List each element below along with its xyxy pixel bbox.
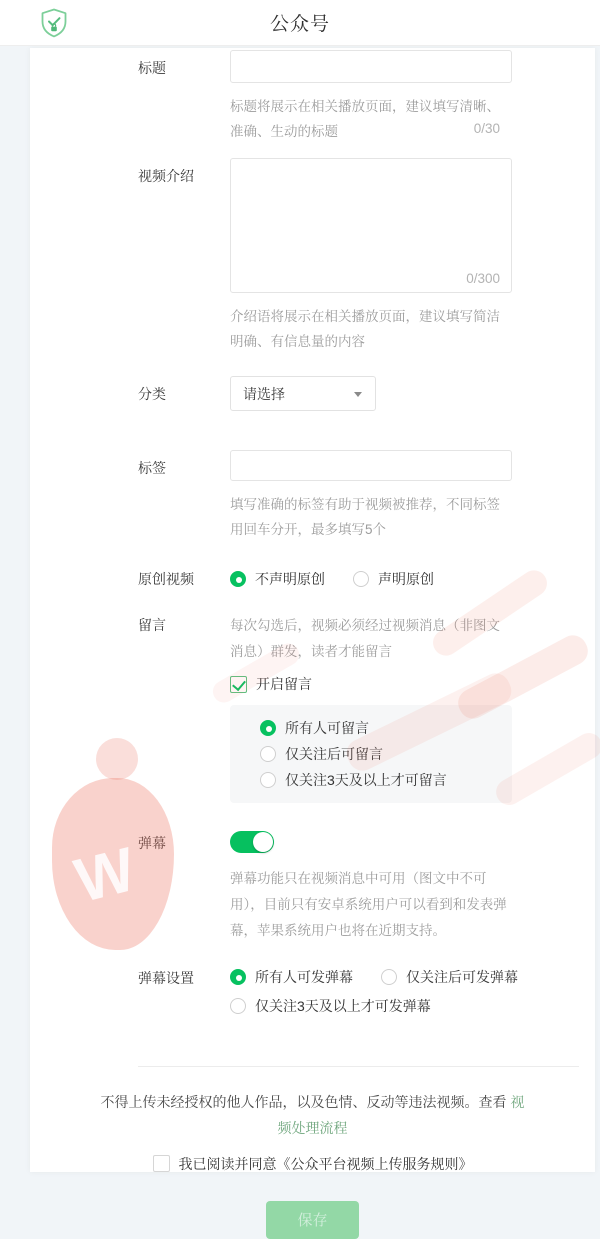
- danmaku-toggle[interactable]: [230, 831, 274, 853]
- original-label: 原创视频: [138, 571, 194, 587]
- radio-comment-followers-3days[interactable]: [260, 770, 512, 790]
- radio-declare-original[interactable]: [353, 568, 434, 589]
- agreement-checkbox[interactable]: [153, 1154, 473, 1174]
- radio-label: 所有人可留言: [285, 719, 369, 736]
- watermark-letter: W: [68, 834, 143, 917]
- enable-comment-checkbox[interactable]: [230, 674, 312, 694]
- tags-row: [30, 450, 595, 542]
- radio-unselected-icon: [353, 571, 369, 587]
- radio-label: 不声明原创: [255, 570, 325, 587]
- comment-row: [30, 613, 595, 803]
- toggle-knob: [253, 832, 273, 852]
- radio-label: 仅关注后可留言: [285, 745, 383, 762]
- agreement-label: 我已阅读并同意《公众平台视频上传服务规则》: [178, 1155, 473, 1172]
- radio-unselected-icon: [260, 772, 276, 788]
- danmaku-row: [30, 829, 595, 944]
- checkbox-label: 开启留言: [256, 676, 312, 692]
- original-row: [30, 568, 595, 589]
- divider: [138, 1066, 579, 1067]
- radio-unselected-icon: [230, 998, 246, 1014]
- radio-no-original[interactable]: [230, 568, 325, 589]
- radio-label: 仅关注后可发弹幕: [406, 968, 518, 985]
- intro-counter: 0/300: [466, 271, 500, 286]
- radio-danmaku-followers-3days[interactable]: [230, 996, 431, 1016]
- category-label: 分类: [138, 386, 166, 402]
- radio-selected-icon: [230, 969, 246, 985]
- tags-label: 标签: [138, 460, 166, 476]
- radio-label: 声明原创: [378, 570, 434, 587]
- video-process-link[interactable]: 视频处理流程: [277, 1093, 525, 1136]
- category-select-value: 请选择: [243, 385, 285, 402]
- form-card: [30, 48, 595, 1229]
- title-row: [30, 50, 595, 144]
- title-help: 标题将展示在相关播放页面，建议填写清晰、准确、生动的标题: [230, 99, 500, 139]
- radio-comment-everyone[interactable]: [260, 718, 512, 738]
- radio-comment-followers[interactable]: [260, 744, 512, 764]
- radio-danmaku-everyone[interactable]: [230, 967, 353, 987]
- radio-unselected-icon: [381, 969, 397, 985]
- comment-help: 每次勾选后，视频必须经过视频消息（非图文消息）群发，读者才能留言: [230, 618, 500, 659]
- intro-label: 视频介绍: [138, 168, 194, 184]
- chevron-down-icon: [354, 392, 362, 397]
- shield-check-icon: [40, 8, 68, 38]
- header: [0, 0, 600, 46]
- radio-label: 所有人可发弹幕: [255, 968, 353, 985]
- tags-input[interactable]: [230, 450, 512, 481]
- comment-permission-group: [230, 705, 512, 803]
- danmaku-settings-row: [30, 959, 595, 1016]
- notice-text: 不得上传未经授权的他人作品，以及色情、反动等违法视频。查看: [100, 1093, 511, 1110]
- title-counter: 0/30: [473, 121, 500, 136]
- title-label: 标题: [138, 60, 166, 76]
- checkbox-unchecked-icon: [153, 1155, 170, 1172]
- intro-row: [30, 158, 595, 354]
- intro-help: 介绍语将展示在相关播放页面，建议填写简洁明确、有信息量的内容: [230, 309, 500, 349]
- save-button[interactable]: 保存: [266, 1201, 359, 1239]
- category-row: [30, 376, 595, 411]
- page-title: 公众号: [269, 14, 330, 35]
- comment-label: 留言: [138, 617, 166, 633]
- danmaku-settings-label: 弹幕设置: [138, 969, 194, 986]
- danmaku-help: 弹幕功能只在视频消息中可用（图文中不可用），目前只有安卓系统用户可以看到和发表弹幕，苹果系统用户也将在近期支持。: [230, 870, 507, 938]
- radio-danmaku-followers[interactable]: [381, 967, 518, 987]
- title-input[interactable]: [230, 50, 512, 83]
- category-select[interactable]: [230, 376, 376, 411]
- danmaku-label: 弹幕: [138, 834, 166, 851]
- upload-notice: [98, 1089, 528, 1141]
- agreement-row: [30, 1154, 595, 1174]
- checkbox-checked-icon: [230, 676, 247, 693]
- tags-help: 填写准确的标签有助于视频被推荐，不同标签用回车分开，最多填写5个: [230, 497, 500, 537]
- radio-label: 仅关注3天及以上才可留言: [285, 771, 447, 788]
- radio-label: 仅关注3天及以上才可发弹幕: [255, 997, 431, 1014]
- radio-unselected-icon: [260, 746, 276, 762]
- radio-selected-icon: [260, 720, 276, 736]
- radio-selected-icon: [230, 571, 246, 587]
